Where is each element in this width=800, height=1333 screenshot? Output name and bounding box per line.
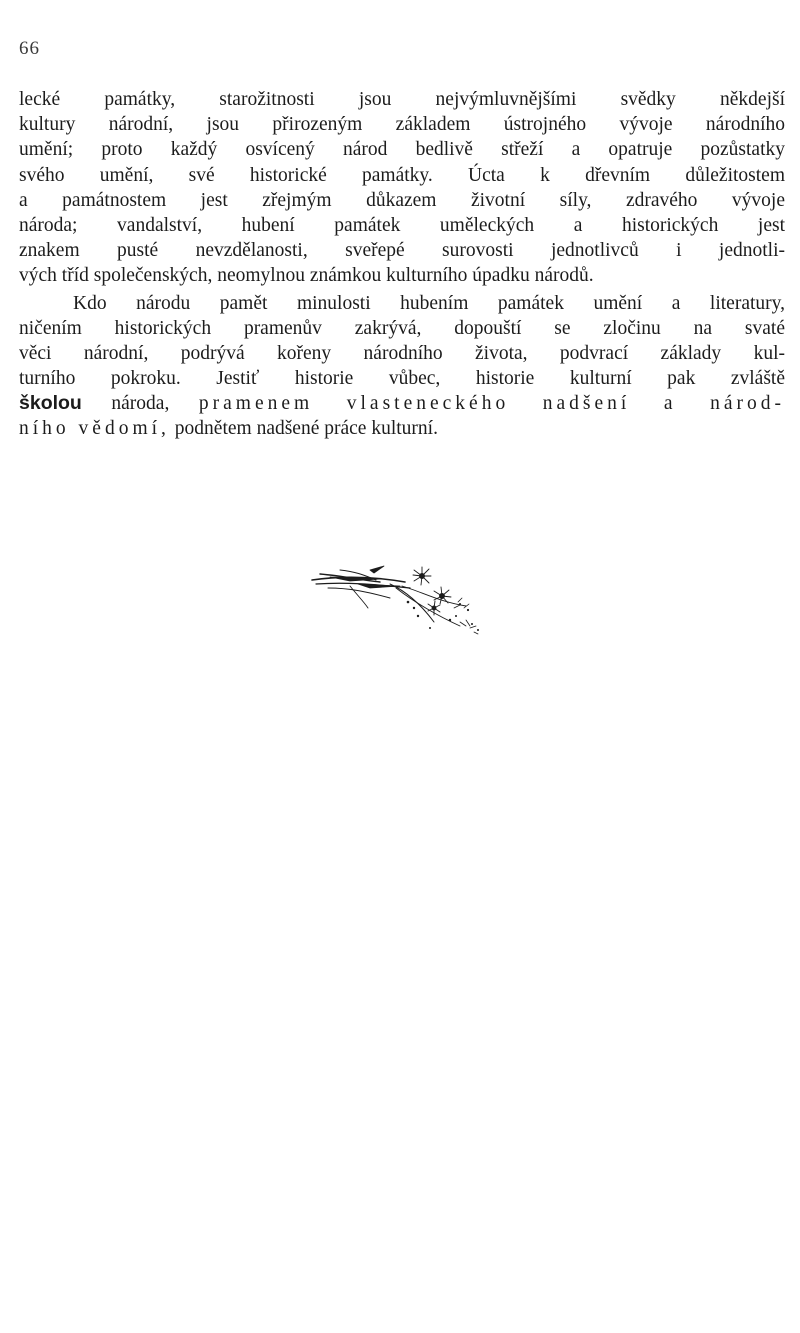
floral-sprig-icon bbox=[310, 562, 490, 642]
text-run: podnětem nadšené práce kulturní. bbox=[169, 418, 438, 440]
emphasis-bold-word: školou bbox=[19, 392, 82, 415]
text-line: lecké památky, starožitnosti jsou nejvýmluvnějšími svědky někdejší bbox=[19, 89, 785, 110]
paragraph-1 bbox=[19, 87, 785, 289]
text-line: vých tříd společenských, neomylnou známkou kulturního úpadku národů. bbox=[19, 265, 594, 287]
text-line: věci národní, podrývá kořeny národního života, podvrací základy kul- bbox=[19, 342, 785, 364]
text-line: umění; proto každý osvícený národ bedlivě střeží a opatruje pozůstatky bbox=[19, 139, 785, 161]
text-line: kultury národní, jsou přirozeným základem ústrojného vývoje národního bbox=[19, 114, 785, 136]
paragraph-2 bbox=[19, 291, 785, 442]
body-text bbox=[19, 87, 785, 442]
text-line: a památnostem jest zřejmým důkazem životní síly, zdravého vývoje bbox=[19, 189, 785, 211]
text-line: svého umění, své historické památky. Úcta k dřevním důležitostem bbox=[19, 164, 785, 186]
spaced-emphasis: ního vědomí, bbox=[19, 418, 170, 440]
text-line: ničením historických pramenův zakrývá, dopouští se zločinu na svaté bbox=[19, 317, 785, 339]
text-line-with-emphasis bbox=[19, 391, 785, 416]
text-line: turního pokroku. Jestiť historie vůbec, historie kulturní pak zvláště bbox=[19, 368, 785, 390]
spaced-emphasis: pramenem vlasteneckého nadšení a národ- bbox=[198, 393, 785, 415]
text-line: Kdo národu pamět minulosti hubením památek umění a literatury, bbox=[73, 292, 785, 314]
page-number: 66 bbox=[19, 38, 40, 59]
text-run: národa, bbox=[81, 393, 199, 415]
text-line: znakem pusté nevzdělanosti, sveřepé surovosti jednotlivců i jednotli- bbox=[19, 240, 785, 262]
text-line: národa; vandalství, hubení památek uměleckých a historických jest bbox=[19, 214, 785, 236]
text-line-with-emphasis bbox=[19, 416, 785, 441]
